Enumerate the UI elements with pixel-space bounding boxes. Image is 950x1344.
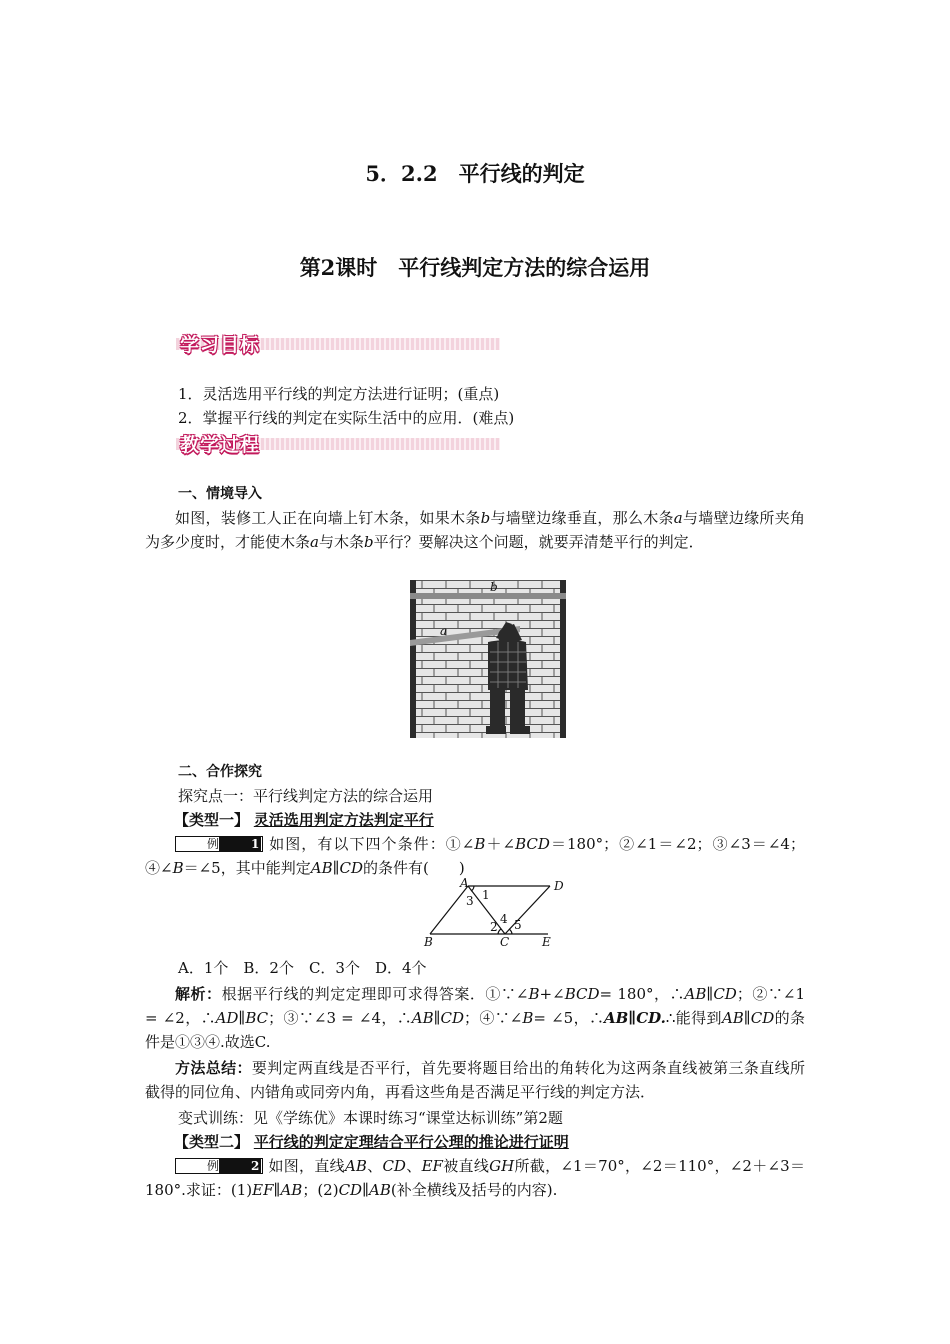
angle-4-label: 4 [500, 912, 508, 926]
figure-label-E: E [542, 935, 551, 948]
lesson-subtitle: 第2课时 平行线判定方法的综合运用 [299, 255, 651, 280]
type-2-heading: 【类型二】 平行线的判定定理结合平行公理的推论进行证明 [174, 1133, 569, 1151]
example-1-options: A．1个 B．2个 C．3个 D．4个 [178, 959, 427, 977]
analysis-paragraph: 解析：根据平行线的判定定理即可求得答案．①∵∠B+∠BCD= 180°，∴AB∥CD；②∵∠1 = ∠2，∴AD∥BC；③∵∠3 = ∠4，∴AB∥CD；④∵∠B= ∠5，∴AB∥CD.∴能得到AB∥CD的条件是①③④.故选C. [145, 985, 805, 1051]
example-1-question: 例 1 如图，有以下四个条件：①∠B＋∠BCD＝180°；②∠1＝∠2；③∠3＝∠4；④∠B＝∠5，其中能判定AB∥CD的条件有( ) [145, 835, 805, 877]
parallelogram-figure [420, 876, 570, 948]
figure-svg [420, 876, 570, 948]
angle-2-label: 2 [490, 920, 498, 934]
figure-label-A: A [460, 876, 469, 890]
goal-2: 2．掌握平行线的判定在实际生活中的应用．(难点) [178, 409, 515, 427]
page-title: 5．2.2 平行线的判定 [365, 161, 585, 186]
example-2-question: 例 2 如图，直线AB、CD、EF被直线GH所截，∠1＝70°，∠2＝110°，∠2＋∠3＝180°.求证：(1)EF∥AB；(2)CD∥AB(补全横线及括号的内容). [145, 1157, 805, 1199]
section-2-heading: 二、合作探究 [178, 764, 262, 780]
process-banner-label: 教学过程 [180, 434, 261, 456]
figure-label-C: C [500, 935, 510, 948]
example-2-badge: 例 2 [175, 1158, 263, 1174]
variant-training: 变式训练：见《学练优》本课时练习“课堂达标训练”第2题 [178, 1109, 563, 1127]
wall-photo-image [410, 580, 566, 738]
wall-photo [410, 580, 566, 738]
type-1-heading: 【类型一】 灵活选用判定方法判定平行 [174, 811, 434, 829]
explore-point: 探究点一：平行线判定方法的综合运用 [178, 787, 434, 805]
photo-label-b: b [490, 580, 498, 594]
example-1-badge: 例 1 [175, 836, 263, 852]
angle-1-label: 1 [482, 888, 490, 902]
figure-label-B: B [424, 935, 433, 948]
process-banner [176, 430, 500, 456]
angle-5-label: 5 [514, 918, 522, 932]
angle-3-label: 3 [466, 894, 474, 908]
figure-label-D: D [554, 879, 564, 893]
goals-banner-label: 学习目标 [180, 334, 261, 356]
photo-label-a: a [440, 624, 448, 638]
method-summary: 方法总结：要判定两直线是否平行，首先要将题目给出的角转化为这两条直线被第三条直线所截得的同位角、内错角或同旁内角，再看这些角是否满足平行线的判定方法． [145, 1059, 805, 1101]
goals-banner [176, 330, 500, 356]
section-1-heading: 一、情境导入 [178, 486, 262, 502]
goal-1: 1．灵活选用平行线的判定方法进行证明；(重点) [178, 385, 500, 403]
scenario-paragraph: 如图，装修工人正在向墙上钉木条，如果木条b与墙壁边缘垂直，那么木条a与墙壁边缘所夹角为多少度时，才能使木条a与木条b平行？要解决这个问题，就要弄清楚平行的判定． [145, 509, 805, 551]
